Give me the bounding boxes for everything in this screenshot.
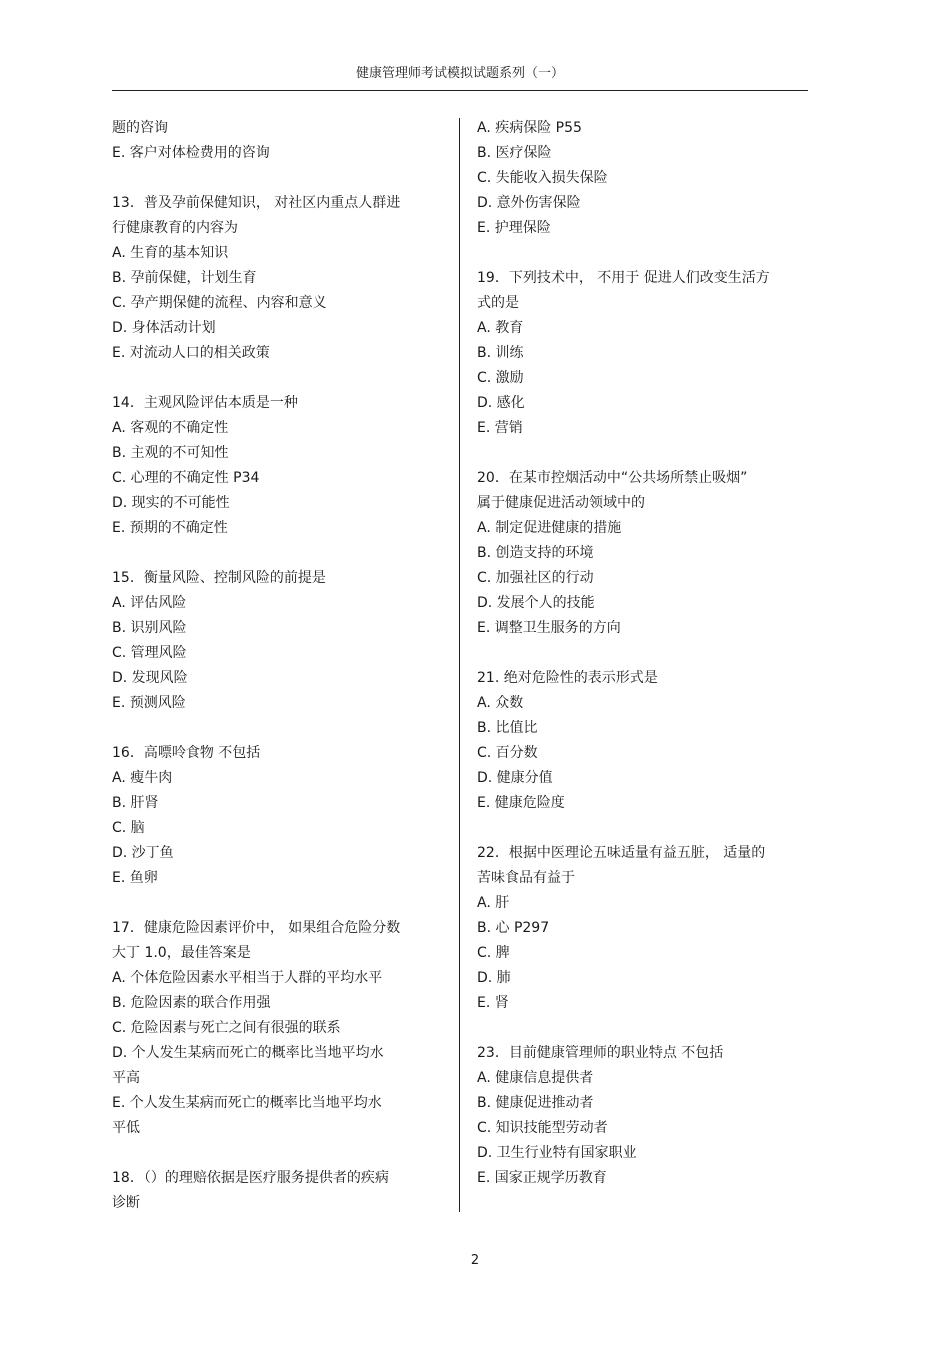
text-line: B. 危险因素的联合作用强 (112, 995, 271, 1011)
text-line: 题的咨询 (112, 120, 168, 136)
text-line: E. 健康危险度 (477, 795, 565, 811)
blank-line (112, 891, 434, 916)
text-line: D. 肺 (477, 970, 511, 986)
text-line: B. 创造支持的环境 (477, 545, 594, 561)
text-line: B. 孕前保健，计划生育 (112, 270, 257, 286)
text-line: B. 医疗保险 (477, 145, 552, 161)
text-line: B. 比值比 (477, 720, 538, 736)
text-line: 17．健康危险因素评价中， 如果组合危险分数 (112, 920, 401, 936)
text-line: C. 管理风险 (112, 645, 187, 661)
text-line: E. 国家正规学历教育 (477, 1170, 607, 1186)
text-line: A. 健康信息提供者 (477, 1070, 594, 1086)
text-line: C. 脑 (112, 820, 145, 836)
text-line: A. 个体危险因素水平相当于人群的平均水平 (112, 970, 383, 986)
text-line: E. 护理保险 (477, 220, 551, 236)
text-line: E. 客户对体检费用的咨询 (112, 145, 270, 161)
blank-line (477, 241, 808, 266)
text-line: D. 意外伤害保险 (477, 195, 581, 211)
text-line: D. 个人发生某病而死亡的概率比当地平均水 (112, 1045, 384, 1061)
text-line: C. 加强社区的行动 (477, 570, 594, 586)
text-line: A. 生育的基本知识 (112, 245, 229, 261)
text-line: D. 身体活动计划 (112, 320, 216, 336)
text-line: E. 营销 (477, 420, 523, 436)
text-line: 15．衡量风险、控制风险的前提是 (112, 570, 326, 586)
blank-line (112, 1141, 434, 1166)
text-line: C. 心理的不确定性 P34 (112, 470, 260, 486)
text-line: 22．根据中医理论五味适量有益五脏， 适量的 (477, 845, 766, 861)
text-line: D. 发现风险 (112, 670, 188, 686)
text-line: D. 发展个人的技能 (477, 595, 595, 611)
text-line: D. 沙丁鱼 (112, 845, 174, 861)
header-rule (112, 90, 808, 91)
text-line: A. 评估风险 (112, 595, 187, 611)
text-line: B. 主观的不可知性 (112, 445, 229, 461)
text-line: E. 调整卫生服务的方向 (477, 620, 621, 636)
text-line: A. 疾病保险 P55 (477, 120, 582, 136)
text-line: B. 心 P297 (477, 920, 550, 936)
text-line: 平低 (112, 1120, 140, 1136)
text-line: 13．普及孕前保健知识， 对社区内重点人群进 (112, 195, 401, 211)
text-line: 19．下列技术中， 不用于 促进人们改变生活方 (477, 270, 770, 286)
right-column (477, 116, 808, 1191)
text-line: 平高 (112, 1070, 140, 1086)
text-line: 属于健康促进活动领域中的 (477, 495, 645, 511)
text-line: E. 预期的不确定性 (112, 520, 228, 536)
text-line: D. 现实的不可能性 (112, 495, 230, 511)
text-line: 20．在某市控烟活动中“公共场所禁止吸烟” (477, 470, 748, 486)
blank-line (477, 816, 808, 841)
text-line: C. 知识技能型劳动者 (477, 1120, 608, 1136)
blank-line (112, 541, 434, 566)
text-line: 16．高嘌呤食物 不包括 (112, 745, 261, 761)
text-line: A. 客观的不确定性 (112, 420, 229, 436)
column-divider (459, 118, 460, 1212)
text-line: D. 感化 (477, 395, 525, 411)
text-line: 式的是 (477, 295, 519, 311)
text-line: E. 对流动人口的相关政策 (112, 345, 270, 361)
text-line: E. 肾 (477, 995, 509, 1011)
text-line: D. 卫生行业特有国家职业 (477, 1145, 637, 1161)
text-line: B. 健康促进推动者 (477, 1095, 594, 1111)
blank-line (112, 366, 434, 391)
page-number: 2 (470, 1253, 480, 1268)
text-line: 23．目前健康管理师的职业特点 不包括 (477, 1045, 724, 1061)
text-line: 21. 绝对危险性的表示形式是 (477, 670, 658, 686)
text-line: E. 预测风险 (112, 695, 186, 711)
text-line: C. 百分数 (477, 745, 538, 761)
page-header: 健康管理师考试模拟试题系列（一） (355, 66, 564, 81)
text-line: C. 孕产期保健的流程、内容和意义 (112, 295, 327, 311)
text-line: 苦味食品有益于 (477, 870, 575, 886)
blank-line (477, 441, 808, 466)
text-line: A. 肝 (477, 895, 510, 911)
text-line: B. 训练 (477, 345, 524, 361)
text-line: A. 教育 (477, 320, 524, 336)
text-line: A. 制定促进健康的措施 (477, 520, 622, 536)
text-line: C. 脾 (477, 945, 510, 961)
blank-line (112, 716, 434, 741)
left-column (112, 116, 434, 1216)
text-line: 18．（）的理赔依据是医疗服务提供者的疾病 (112, 1170, 389, 1186)
blank-line (477, 1016, 808, 1041)
text-line: E. 个人发生某病而死亡的概率比当地平均水 (112, 1095, 382, 1111)
text-line: B. 识别风险 (112, 620, 187, 636)
text-line: C. 失能收入损失保险 (477, 170, 608, 186)
text-line: B. 肝肾 (112, 795, 159, 811)
text-line: E. 鱼卵 (112, 870, 158, 886)
blank-line (477, 641, 808, 666)
text-line: A. 瘦牛肉 (112, 770, 173, 786)
text-line: D. 健康分值 (477, 770, 553, 786)
text-line: A. 众数 (477, 695, 524, 711)
text-line: 14．主观风险评估本质是一种 (112, 395, 298, 411)
text-line: C. 激励 (477, 370, 524, 386)
blank-line (112, 166, 434, 191)
text-line: 行健康教育的内容为 (112, 220, 238, 236)
text-line: 大丁 1.0，最佳答案是 (112, 945, 251, 961)
text-line: 诊断 (112, 1195, 140, 1211)
text-line: C. 危险因素与死亡之间有很强的联系 (112, 1020, 341, 1036)
